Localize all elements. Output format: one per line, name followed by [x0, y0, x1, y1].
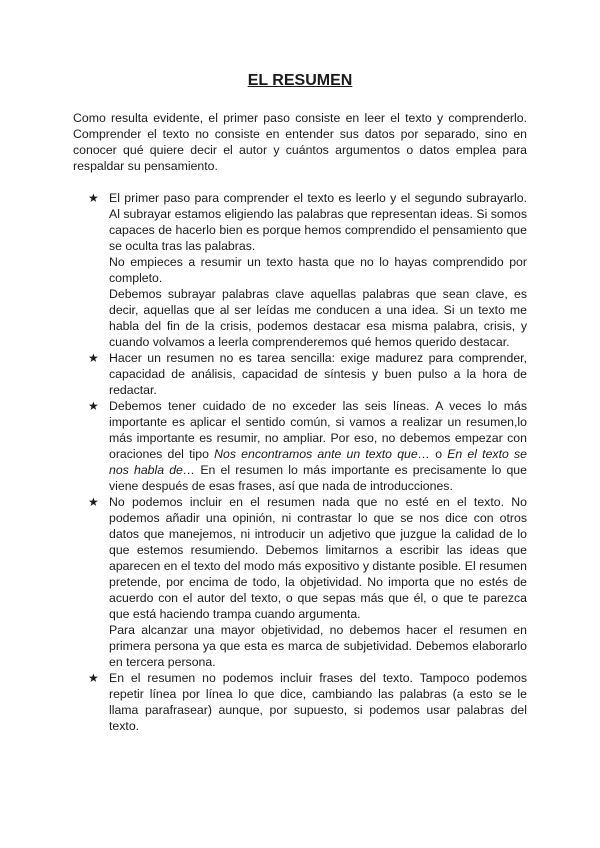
text-segment: En el resumen lo más importante es precisamente lo que viene después de esas frases, así que nada de introducciones.	[109, 463, 527, 493]
list-item	[88, 494, 527, 670]
item-paragraph: Debemos subrayar palabras clave aquellas palabras que sean clave, es decir, aquellas que al ser leídas me conducen a una idea. Si un texto me habla del fin de la crisis, podemos destacar esa misma palabra, crisis, y cuando volvamos a leerla comprenderemos qué hemos querido destacar.	[109, 287, 527, 349]
star-bullet-icon: ★	[88, 191, 99, 205]
intro-paragraph: Como resulta evidente, el primer paso consiste en leer el texto y comprenderlo. Comprender el texto no consiste en entender sus datos por separado, sino en conocer qué quiere decir el autor y cuántos argumentos o datos emplea para respaldar su pensamiento.	[73, 111, 527, 173]
document-title: EL RESUMEN	[247, 72, 353, 89]
bullet-list	[88, 190, 527, 734]
list-item	[88, 350, 527, 398]
star-bullet-icon: ★	[88, 671, 99, 685]
item-paragraph: No podemos incluir en el resumen nada que no esté en el texto. No podemos añadir una opinión, ni contrastar lo que se nos dice con otros datos que manejemos, ni introducir un adjetivo que juzgue la calidad de lo que estemos resumiendo. Debemos limitarnos a escribir las ideas que aparecen en el texto del modo más expositivo y distante posible. El resumen pretende, por encima de todo, la objetividad. No importa que no estés de acuerdo con el autor del texto, o que sepas más que él, o que te parezca que está haciendo trampa cuando argumenta.	[109, 495, 527, 621]
list-item	[88, 670, 527, 734]
star-bullet-icon: ★	[88, 351, 99, 365]
item-paragraph: En el resumen no podemos incluir frases del texto. Tampoco podemos repetir línea por línea lo que dice, cambiando las palabras (a esto se le llama parafrasear) aunque, por supuesto, si podemos usar palabras del texto.	[109, 671, 527, 733]
list-item	[88, 398, 527, 494]
list-item	[88, 190, 527, 350]
text-segment: Debemos tener cuidado de no exceder las seis líneas. A veces lo más importante es aplicar el sentido común, si vamos a realizar un resumen,lo más importante es resumir, no ampliar. Por eso, no debemos empezar con oraciones del tipo	[109, 399, 527, 461]
item-paragraph: El primer paso para comprender el texto es leerlo y el segundo subrayarlo. Al subrayar estamos eligiendo las palabras que representan ideas. Si somos capaces de hacerlo bien es porque hemos comprendido el pensamiento que se oculta tras las palabras.	[109, 191, 527, 253]
italic-example-1: Nos encontramos ante un texto que…	[214, 447, 431, 461]
text-segment: o	[430, 447, 448, 461]
star-bullet-icon: ★	[88, 495, 99, 509]
item-paragraph: Para alcanzar una mayor objetividad, no debemos hacer el resumen en primera persona ya que esta es marca de subjetividad. Debemos elaborarlo en tercera persona.	[109, 623, 527, 669]
star-bullet-icon: ★	[88, 399, 99, 413]
item-paragraph: Hacer un resumen no es tarea sencilla: exige madurez para comprender, capacidad de análisis, capacidad de síntesis y buen pulso a la hora de redactar.	[109, 351, 527, 397]
item-paragraph: No empieces a resumir un texto hasta que no lo hayas comprendido por completo.	[109, 255, 527, 285]
italic-example-2: En el texto se nos habla de…	[109, 447, 528, 477]
item-paragraph	[109, 398, 527, 494]
